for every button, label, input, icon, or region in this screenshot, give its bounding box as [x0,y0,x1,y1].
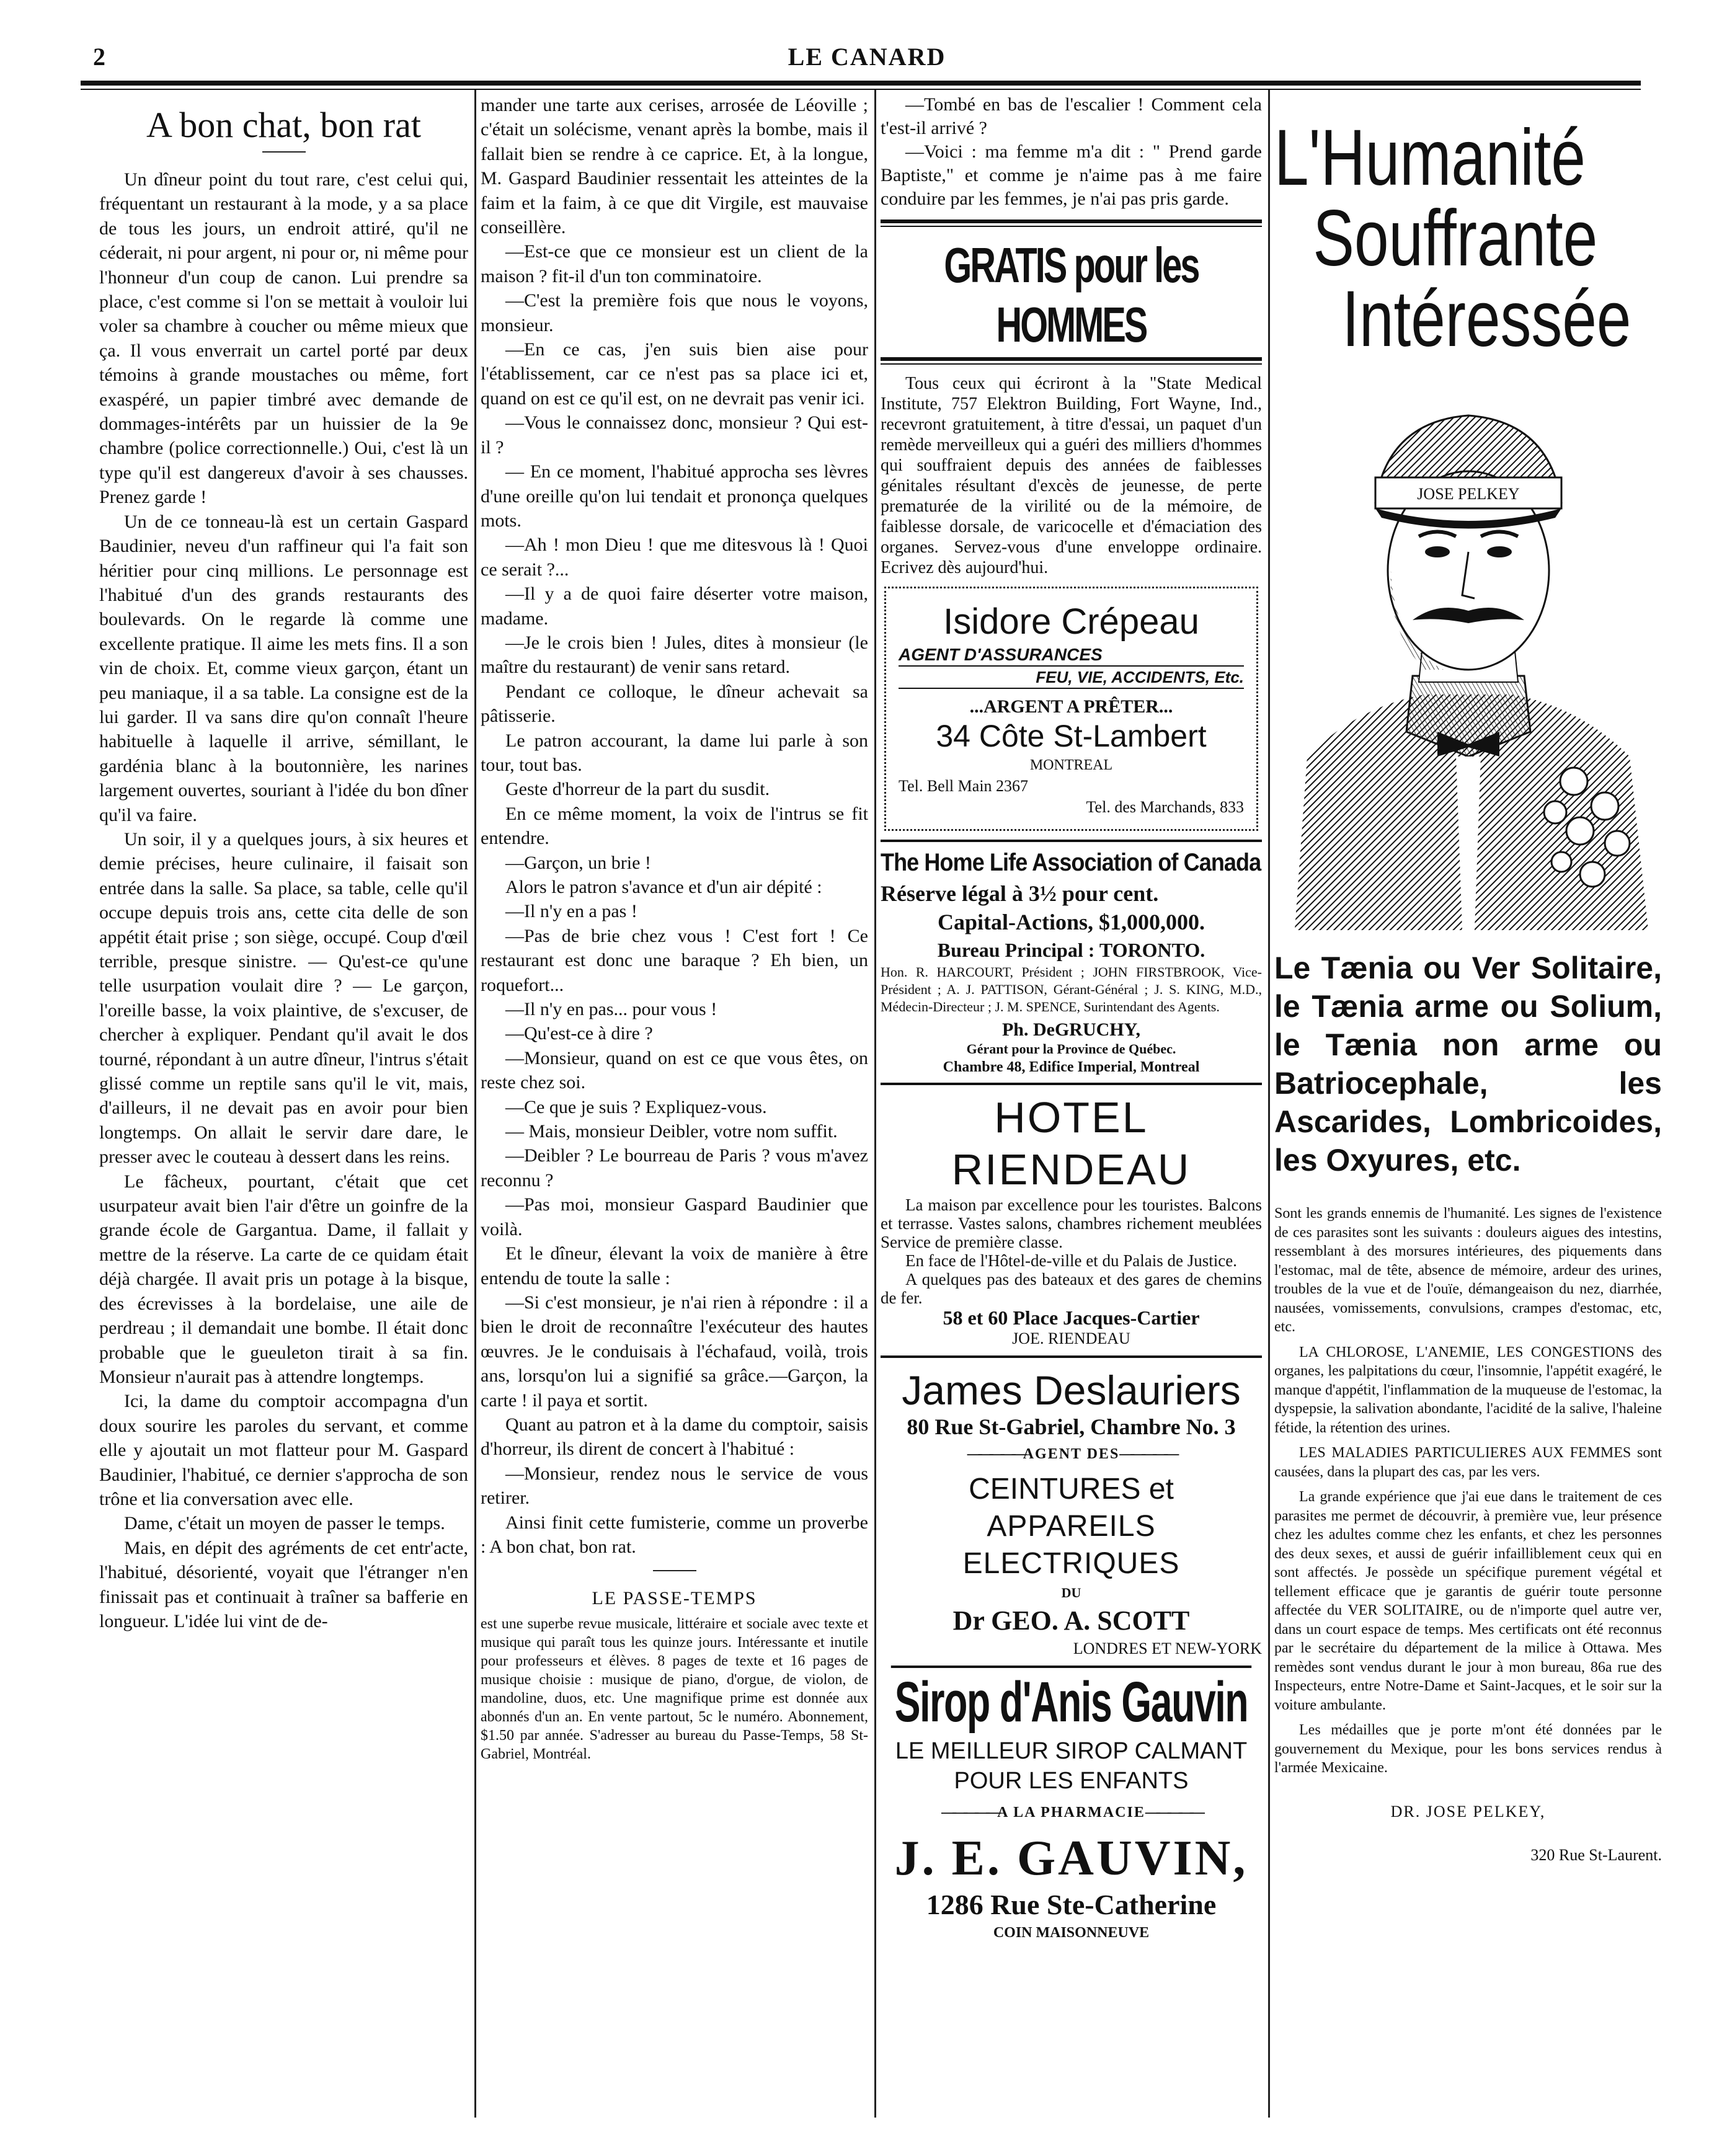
james-cities: LONDRES ET NEW-YORK [1073,1639,1262,1657]
homelife-title: The Home Life Association of Canada [881,849,1261,876]
story-paragraph: Geste d'horreur de la part du susdit. [505,779,770,800]
story-paragraph: —Il y a de quoi faire déserter votre maison, madame. [481,583,868,629]
story-paragraph: mander une tarte aux cerises, arrosée de Léoville ; c'était un solécisme, venant après la bombe, mais il fallait bien se rendre à ce caprice. Et, à la longue, M. Gaspard Baudinier ressentait les atteintes de la faim et la faim, à ce que dit Virgile, est mauvaise conseillère. [481,95,868,238]
story-paragraph: —Pas moi, monsieur Gaspard Baudinier que voilà. [481,1194,868,1240]
story-paragraph: —En ce cas, j'en suis bien aise pour l'établissement, car ce n'est pas sa place ici et, quand on est ce qu'il est, on ne devrait pas venir ici. [481,339,868,409]
humanite-title-line3: Intéressée [1342,275,1631,363]
story-paragraph: En ce même moment, la voix de l'intrus se fit entendre. [481,803,868,849]
gratis-ad-text: Tous ceux qui écriront à la "State Medical Institute, 757 Elektron Building, Fort Wayne, Ind., recevront gratuitement, à titre d'essai, un paquet d'un remède merveilleux qui a guéri des milliers d'hommes qui souffraient depuis des années de faiblesses génitales résultant d'excès de jeunesse, de perte prematurée de la virilité ou de la mémoire, de faiblesse dorsale, de varicocelle et d'émaciation des organes. Servez-vous d'une enveloppe ordinaire. Ecrivez dès aujourd'hui. [881,374,1262,577]
story-paragraph: —C'est la première fois que nous le voyons, monsieur. [481,290,868,335]
isidore-name: Isidore Crépeau [943,601,1199,642]
homelife-officers: Hon. R. HARCOURT, Président ; JOHN FIRSTBROOK, Vice-Président ; A. J. PATTISON, Gérant-Général ; J. S. KING, M.D., Médecin-Directeur ; J. M. SPENCE, Surintendant des Agents. [881,964,1262,1014]
pelkey-paragraph: LA CHLOROSE, L'ANEMIE, LES CONGESTIONS des organes, les palpitations du cœur, l'insomnie, l'appétit exagéré, le manque d'appétit, l'inflammation de la muqueuse de l'estomac, la dyspepsie, la salivation abondante, l'acidité de la salive, l'haleine fétide, la rétention des urines. [1274,1344,1662,1436]
homelife-capital: Capital-Actions, $1,000,000. [938,910,1205,934]
story-paragraph: Dame, c'était un moyen de passer le temps. [124,1513,445,1534]
story-paragraph: —Ce que je suis ? Expliquez-vous. [505,1096,767,1117]
story-paragraph: Quant au patron et à la dame du comptoir, saisis d'horreur, ils dirent de concert à l'habitué : [481,1414,868,1460]
homelife-manager-role: Gérant pour la Province de Québec. [966,1041,1176,1057]
pelkey-address: 320 Rue St-Laurent. [1530,1846,1662,1864]
pelkey-paragraph: La grande expérience que j'ai eue dans le traitement de ces parasites me permet de découvrir, à première vue, leur présence chez les adultes comme chez les enfants, et chez les personnes des deux sexes, et aussi de guérir infailliblement ceux qui en sont affectés. Je possède un spécifique purement végétal et tellement efficace que je garantis de guérir toute personne affectée du VER SOLITAIRE, ou de n'importe quel autre ver, dans un court espace de temps. Mes certificats ont été reconnus par le secrétaire du département de la milice à Ottawa. Mes remèdes sont vendus durant le jour à mon bureau, 86a rue des Inspecteurs, entre Notre-Dame et Saint-Jacques, et le soir sur la voiture ambulante. [1274,1489,1662,1713]
section-rule [653,1570,696,1571]
sirop-line2: POUR LES ENFANTS [954,1768,1189,1794]
sirop-gauvin-title: Sirop d'Anis Gauvin [891,1666,1251,1736]
story-paragraph: Un dîneur point du tout rare, c'est celui qui, fréquentant un restaurant à la mode, y a sa place de tous les jours, un endroit attiré, qu'il ne céderait, ni pour argent, ni pour or, ni même pour l'honneur d'un coup de canon. Lui prendre sa place, c'est comme si l'on se mettait à vouloir lui voler sa chambre à coucher ou même mieux que ça. Il vous enverrait un cartel porté par deux témoins à grande moustaches ou même, fort exaspéré, un papier timbré avec demande de dommages-intérêts par un huissier de la 9e chambre (police correctionnelle.) Oui, c'est là un type qu'il est dangereux d'avoir à ses chausses. Prenez garde ! [99,169,468,508]
isidore-types: FEU, VIE, ACCIDENTS, Etc. [899,667,1244,689]
story-paragraph: —Il n'y en a pas ! [505,901,637,922]
story-paragraph: Ici, la dame du comptoir accompagna d'un doux sourire les paroles du servant, et comme elle y ajoutait un mot flatteur pour M. Gaspard Baudinier, l'habitué, ce dernier s'approcha de son trône et lia conversation avec elle. [99,1391,468,1509]
james-doctor: Dr GEO. A. SCOTT [952,1605,1190,1636]
gauvin-corner: COIN MAISONNEUVE [993,1925,1150,1941]
portrait-engraving [1282,384,1654,930]
story-paragraph: —Deibler ? Le bourreau de Paris ? vous m'avez reconnu ? [481,1145,868,1191]
isidore-tel1: Tel. Bell Main 2367 [899,777,1029,795]
page-header [93,42,1641,73]
story-paragraph: —Monsieur, quand on est ce que vous êtes, on reste chez soi. [481,1047,868,1093]
hotel-text: A quelques pas des bateaux et des gares de chemins de fer. [881,1270,1262,1307]
gauvin-address: 1286 Rue Ste-Catherine [926,1889,1217,1920]
newspaper-title: LE CANARD [788,43,946,71]
isidore-city: MONTREAL [1029,757,1113,773]
james-products2: APPAREILS ELECTRIQUES [962,1510,1180,1580]
pelkey-paragraph: LES MALADIES PARTICULIERES AUX FEMMES sont causées, dans la plupart des cas, par les vers. [1274,1445,1662,1480]
humanite-title-line1: L'Humanité [1274,113,1586,202]
story-paragraph: Et le dîneur, élevant la voix de manière à être entendu de toute la salle : [481,1243,868,1289]
hotel-riendeau-title: HOTEL RIENDEAU [881,1083,1262,1196]
isidore-address: 34 Côte St-Lambert [936,719,1207,753]
pelkey-paragraph: Sont les grands ennemis de l'humanité. Les signes de l'existence de ces parasites sont les suivants : douleurs aigues des intestins, ressemblant à des morsures intérieures, des piquements dans l'estomac, mal de tête, absence de mémoire, ardeur des urines, troubles de la vue et de l'ouïe, démangeaison du nez, diarrhée, nausées, vomissements, convulsions, crampes d'estomac, etc, etc. [1274,1205,1662,1335]
homelife-ad [881,840,1262,1076]
homelife-office: Bureau Principal : TORONTO. [937,939,1205,961]
ad-rule [881,357,1262,365]
story-paragraph: Le patron accourant, la dame lui parle à son tour, tout bas. [481,730,868,775]
james-address: 80 Rue St-Gabriel, Chambre No. 3 [907,1414,1236,1439]
title-rule [262,151,306,153]
story-paragraph: Ainsi finit cette fumisterie, comme un proverbe : A bon chat, bon rat. [481,1512,868,1557]
sirop-pharmacy: ————— A LA PHARMACIE ————— [881,1802,1262,1823]
story-title: A bon chat, bon rat [146,105,421,145]
gauvin-name: J. E. GAUVIN, [894,1831,1248,1886]
humanite-title-line2: Souffrante [1313,194,1598,283]
story-paragraph: — Mais, monsieur Deibler, votre nom suffit. [505,1121,838,1142]
story-paragraph: — En ce moment, l'habitué approcha ses lèvres d'une oreille qu'on lui tendait et prononça quelques mots. [481,461,868,531]
pelkey-signature: DR. JOSE PELKEY, [1390,1802,1546,1821]
story-paragraph: —Monsieur, rendez nous le service de vous retirer. [481,1463,868,1509]
sirop-line1: LE MEILLEUR SIROP CALMANT [895,1738,1248,1764]
anecdote-paragraph: —Tombé en bas de l'escalier ! Comment cela t'est-il arrivé ? [881,94,1262,138]
hotel-text: En face de l'Hôtel-de-ville et du Palais de Justice. [905,1251,1237,1270]
story-paragraph: —Ah ! mon Dieu ! que me ditesvous là ! Quoi ce serait ?... [481,535,868,580]
story-paragraph: —Garçon, un brie ! [505,852,651,873]
column-pelkey-ad [1274,93,1662,2127]
james-products1: CEINTURES et [969,1473,1174,1506]
column-divider [474,90,476,2118]
story-paragraph: —Pas de brie chez vous ! C'est fort ! Ce restaurant est donc une baraque ? Eh bien, un roquefort... [481,925,868,995]
isidore-crepeau-ad [884,587,1258,831]
isidore-tel2: Tel. des Marchands, 833 [1086,798,1244,816]
hotel-address: 58 et 60 Place Jacques-Cartier [943,1306,1200,1329]
anecdote-paragraph: —Voici : ma femme m'a dit : " Prend garde Baptiste," et comme je n'aime pas à me faire conduire par les femmes, je n'ai pas pris garde. [881,141,1262,209]
story-paragraph: Un de ce tonneau-là est un certain Gaspard Baudinier, neveu d'un raffineur qui l'a fait son héritier pour cinq millions. Le personnage est l'habitué d'un des grands restaurants des boulevards. On le regarde là comme une excellente pratique. Il aime les mets fins. Il a son vin de choix. Et, comme vieux garçon, étant un peu maniaque, il a sa table. La consigne est de la lui garder. Il va sans dire qu'on connaît l'heure habituelle à laquelle il arrive, sémillant, le gardénia blanc à la boutonnière, les narines largement ouvertes, souriant à l'idée du bon dîner qu'il va faire. [99,511,468,825]
column-divider [874,90,876,2118]
passe-temps-text: est une superbe revue musicale, littéraire et sociale avec texte et musique qui paraît tous les quinze jours. Intéressante et inutile pour professeurs et élèves. 8 pages de texte et 16 pages de musique choisie : musique de piano, d'orgue, de violon, de mandoline, duos, etc. Une magnifique prime est donnée aux abonnés d'un an. En vente partout, 5c le numéro. Abonnement, $1.50 par année. S'adresser au bureau du Passe-Temps, 58 St-Gabriel, Montréal. [481,1615,868,1762]
cap-text: JOSE PELKEY [1416,485,1520,503]
story-paragraph: —Si c'est monsieur, je n'ai rien à répondre : il a bien le droit de reconnaître l'exécuteur des hautes œuvres. Je le conduisais à l'échafaud, voilà, trois ans, lorsqu'on lui a signifié sa grâce.—Garçon, la carte ! il paya et sortit. [481,1292,868,1411]
homelife-manager: Ph. DeGRUCHY, [1001,1019,1141,1040]
isidore-agent: AGENT D'ASSURANCES [899,644,1244,667]
homelife-chamber: Chambre 48, Edifice Imperial, Montreal [943,1059,1200,1075]
hotel-text: La maison par excellence pour les touristes. Balcons et terrasse. Vastes salons, chambres richement meublées Service de première classe. [881,1196,1262,1251]
gratis-ad-title: GRATIS pour les HOMMES [944,237,1199,352]
column-divider [1268,90,1270,2118]
story-paragraph: Un soir, il y a quelques jours, à six heures et demie précises, heure culinaire, il faisait son entrée dans la salle. Sa place, sa table, celle qu'il occupe depuis trois ans, cette cita delle de son appétit était prise ; son siège, occupé. Coup d'œil terrible, presque sinistre. — Qu'est-ce qu'une telle usurpation voulait dire ? — Le garçon, l'oreille basse, la voix plaintive, de s'excuser, de chercher à expliquer. Pendant qu'il avait le dos tourné, répondant à un autre dîneur, l'intrus s'était glissé comme un reptile sans qu'il le vit, mais, d'ailleurs, il ne devait pas en avoir pour bien longtemps. On allait le servir dare dare, le presser avec le couteau à dessert dans les reins. [99,828,468,1168]
passe-temps-title: LE PASSE-TEMPS [592,1588,757,1609]
hotel-owner: JOE. RIENDEAU [1012,1329,1130,1347]
story-paragraph: —Qu'est-ce à dire ? [505,1023,653,1044]
james-du: DU [1061,1585,1081,1600]
page-number: 2 [93,43,105,71]
james-agent: ————— AGENT DES ————— [881,1444,1262,1465]
story-paragraph: Le fâcheux, pourtant, c'était que cet usurpateur avait bien l'air d'être un goinfre de la grande école de Gargantua. Dame, il fallait y mettre de la réserve. La carte de ce quidam était déjà chargée. Il avait pris un potage à la bisque, des écrevisses à la bordelaise, une aile de perdreau ; il demandait une bombe. Il était donc probable que le gueuleton tirait à sa fin. Monsieur n'aurait pas à attendre longtemps. [99,1171,468,1387]
taenia-heading: Le Tænia ou Ver Solitaire, le Tænia arme ou Solium, le Tænia non arme ou Batriocephale, les Ascarides, Lombricoides, les Oxyures, etc. [1274,951,1662,1178]
story-paragraph: Pendant ce colloque, le dîneur achevait sa pâtisserie. [481,681,868,727]
story-paragraph: —Vous le connaissez donc, monsieur ? Qui est-il ? [481,412,868,458]
header-rule-thin [81,89,1641,90]
pelkey-paragraph: Les médailles que je porte m'ont été données par le gouvernement du Mexique, pour les bons services rendus à l'armée Mexicaine. [1274,1722,1662,1776]
column-story-start [99,93,468,2127]
homelife-reserve: Réserve légal à 3½ pour cent. [881,881,1159,906]
story-paragraph: Mais, en dépit des agréments de cet entr'acte, l'habitué, désorienté, voyait que l'étranger n'en finissait pas et continuait à traîner sa bafferie en longueur. L'idée lui vint de de- [99,1537,468,1631]
story-paragraph: —Est-ce que ce monsieur est un client de la maison ? fit-il d'un ton comminatoire. [481,241,868,286]
header-rule [81,81,1641,86]
story-paragraph: —Je le crois bien ! Jules, dites à monsieur (le maître du restaurant) de venir sans retard. [481,632,868,678]
isidore-loan: ...ARGENT A PRÊTER... [969,696,1173,717]
james-deslauriers-title: James Deslauriers [881,1355,1262,1416]
column-ads [881,93,1262,2127]
column-story-continued [481,93,868,2127]
story-paragraph: —Il n'y en pas... pour vous ! [505,999,717,1020]
story-paragraph: Alors le patron s'avance et d'un air dépité : [505,877,822,897]
ad-rule [881,220,1262,227]
